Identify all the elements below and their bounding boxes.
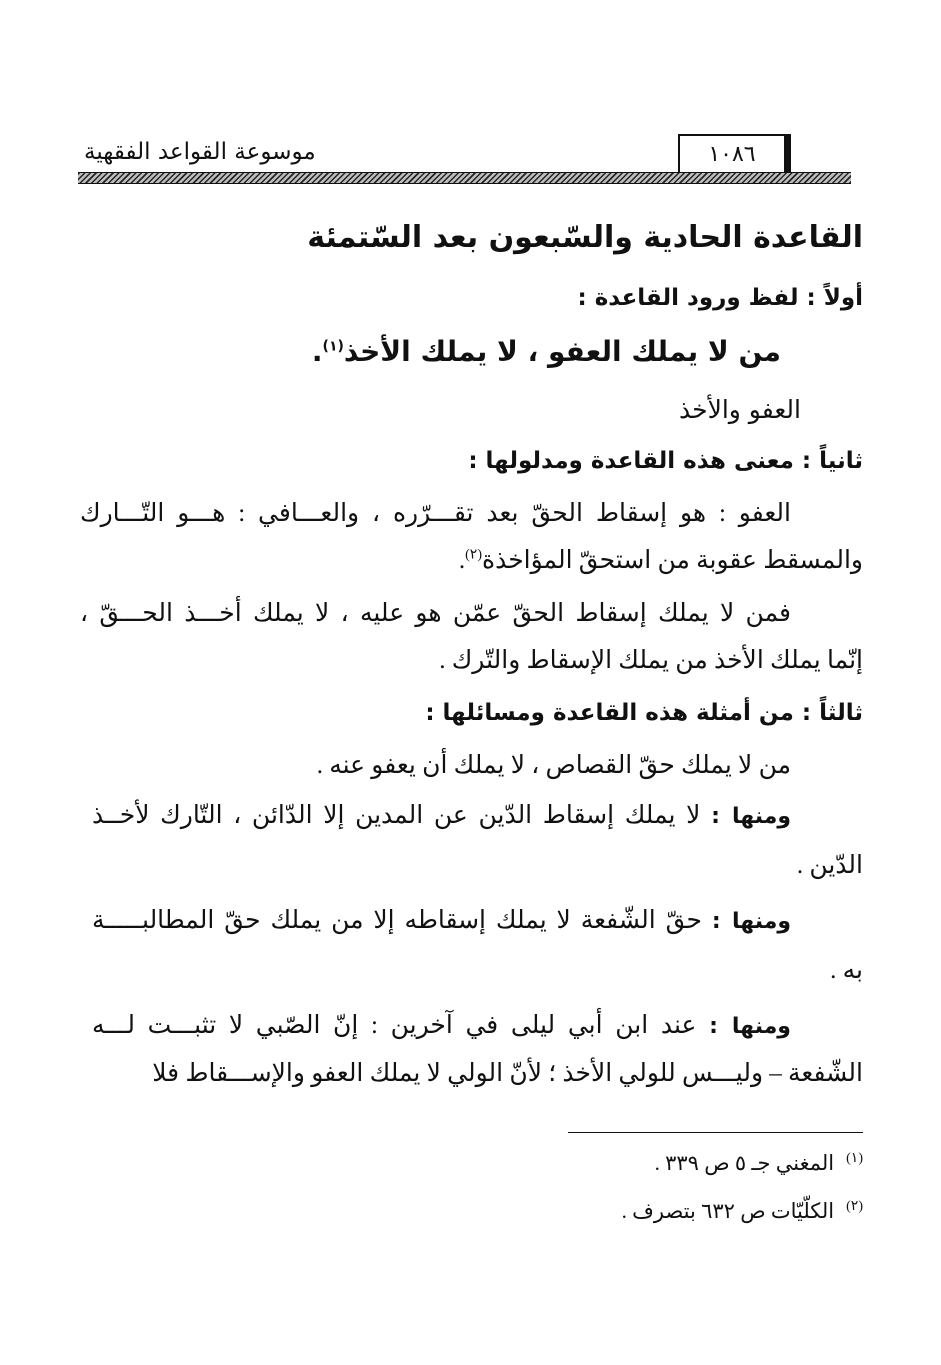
page-number: ١٠٨٦ [678, 134, 791, 174]
footnote-text: الكلّيّات ص ٦٣٢ بتصرف . [621, 1199, 835, 1223]
paragraph-end: . [458, 547, 466, 574]
section2-heading: ثانياً : معنى هذه القاعدة ومدلولها : [468, 448, 863, 474]
example-line [92, 800, 791, 830]
footnote-separator [568, 1132, 863, 1133]
paragraph-line: العفو : هو إسقاط الحقّ بعد تقـــرّره ، والعـــافي : هـــو التّـــارك [80, 500, 791, 527]
rule-statement [78, 335, 781, 368]
footnote-mark: (٢) [465, 547, 482, 563]
example-lead: ومنها : [711, 909, 792, 934]
paragraph-line: إنّما يملك الأخذ من يملك الإسقاط والتّرك . [439, 647, 863, 674]
paragraph-text: والمسقط عقوبة من استحقّ المؤاخذة [481, 547, 863, 574]
footnote [622, 1198, 863, 1224]
header-rule [78, 172, 851, 184]
footnote-number: (١) [846, 1151, 863, 1166]
footnote [655, 1150, 863, 1176]
example-lead: ومنها : [709, 1014, 791, 1039]
paragraph-line: فمن لا يملك إسقاط الحقّ عمّن هو عليه ، لا يملك أخـــذ الحـــقّ ، [80, 600, 791, 627]
rule-statement-end: . [311, 335, 323, 368]
section3-heading: ثالثاً : من أمثلة هذه القاعدة ومسائلها : [425, 700, 863, 726]
rule-title: القاعدة الحادية والسّبعون بعد السّتمئة [307, 220, 863, 255]
example-line: من لا يملك حقّ القصاص ، لا يملك أن يعفو عنه . [316, 752, 791, 779]
example-line [92, 1010, 791, 1040]
section1-heading: أولاً : لفظ ورود القاعدة : [577, 285, 863, 311]
example-line [92, 905, 791, 935]
rule-footnote-mark: (١) [322, 338, 344, 355]
example-text: حقّ الشّفعة لا يملك إسقاطه إلا من يملك حقّ المطالبـــــة [92, 907, 702, 934]
example-text: عند ابن أبي ليلى في آخرين : إنّ الصّبي لا تثبـــت لـــه [92, 1012, 697, 1039]
example-line: الدّين . [796, 852, 863, 879]
example-text: لا يملك إسقاط الدّين عن المدين إلا الدّائن ، التّارك لأخــذ [92, 802, 701, 829]
footnote-number: (٢) [846, 1199, 863, 1214]
example-lead: ومنها : [711, 804, 792, 829]
paragraph-line [78, 545, 863, 575]
book-title: موسوعة القواعد الفقهية [84, 139, 316, 165]
running-header [78, 128, 851, 184]
footnote-text: المغني جـ ٥ ص ٣٣٩ . [654, 1151, 835, 1175]
example-line: الشّفعة – وليـــس للولي الأخذ ؛ لأنّ الولي لا يملك العفو والإســـقاط فلا [152, 1060, 863, 1087]
example-line: به . [830, 957, 863, 984]
rule-keyword: العفو والأخذ [679, 395, 801, 424]
rule-statement-text: من لا يملك العفو ، لا يملك الأخذ [343, 335, 781, 368]
